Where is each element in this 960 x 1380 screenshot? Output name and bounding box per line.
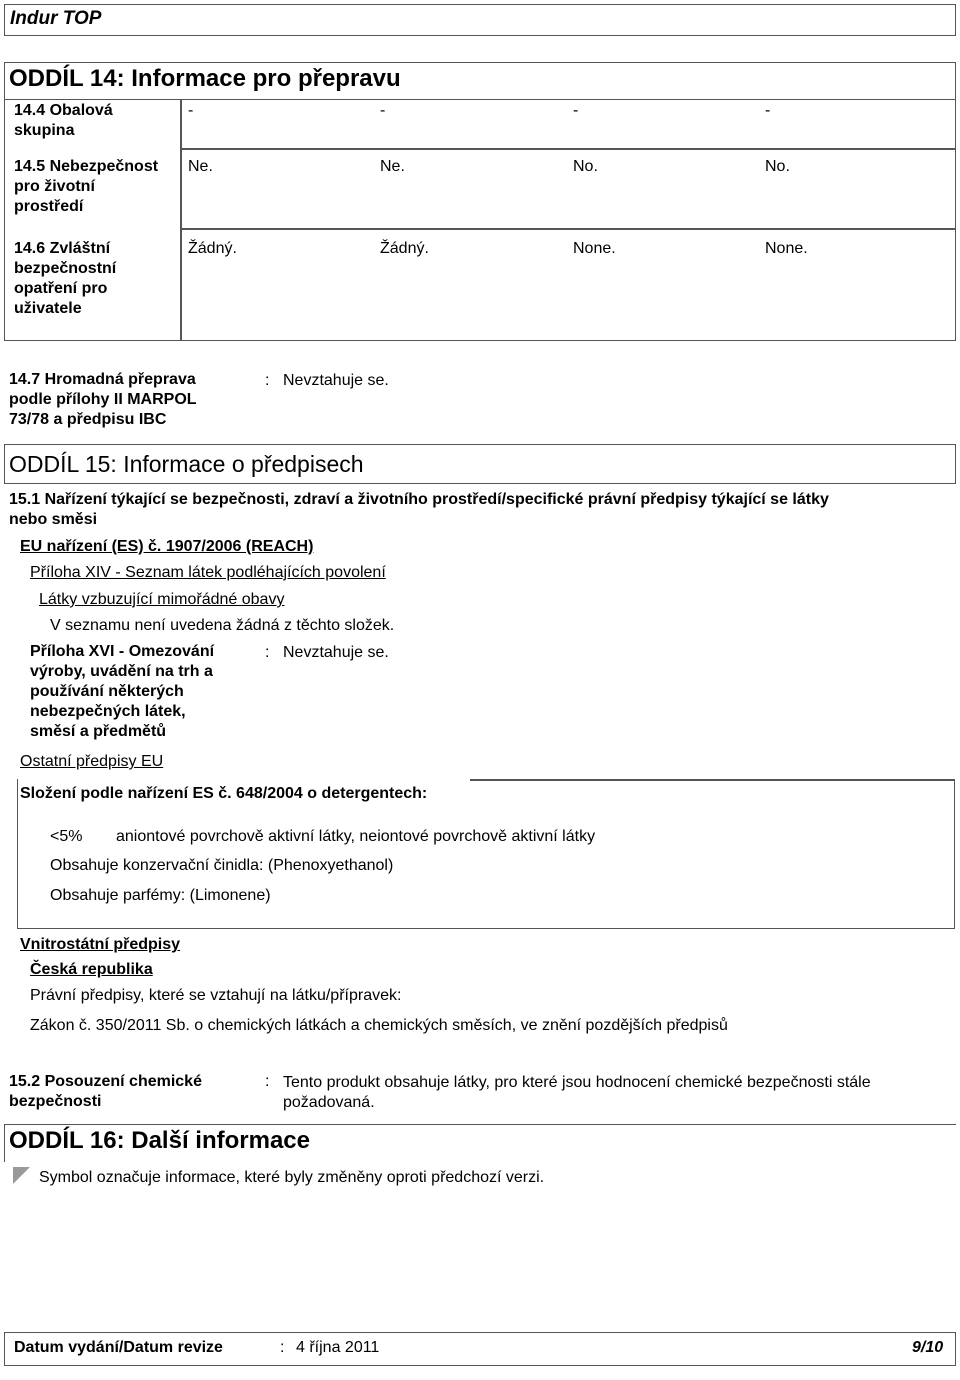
row-14-4-value: - — [765, 102, 771, 119]
detergent-preservatives: Obsahuje konzervační činidla: (Phenoxyethanol) — [50, 857, 394, 874]
table-row-divider — [180, 148, 956, 150]
annex-xiv-heading: Příloha XIV - Seznam látek podléhajících povolení — [30, 564, 386, 581]
section-16-title: ODDÍL 16: Další informace — [4, 1124, 956, 1162]
row-14-5-value: Ne. — [188, 158, 213, 175]
footer-date-value: 4 října 2011 — [296, 1339, 380, 1356]
change-marker-icon — [13, 1167, 30, 1184]
item-14-7-label: 14.7 Hromadná přeprava podle přílohy II MARPOL 73/78 a předpisu IBC — [9, 371, 197, 428]
footer-colon: : — [280, 1339, 285, 1356]
row-14-6-label: 14.6 Zvláštní bezpečnostní opatření pro uživatele — [14, 240, 117, 317]
legal-intro-text: Právní předpisy, které se vztahují na látku/přípravek: — [30, 987, 402, 1004]
section-15-title: ODDÍL 15: Informace o předpisech — [4, 444, 956, 484]
row-14-6-value: None. — [573, 240, 616, 257]
section-14-table — [4, 99, 956, 341]
brand-name: Indur TOP — [10, 8, 102, 29]
row-14-5-label: 14.5 Nebezpečnost pro životní prostředí — [14, 158, 159, 215]
annex-xvi-label: Příloha XVI - Omezování výroby, uvádění na trh a používání některých nebezpečných látek, směsí a předmětů — [30, 643, 215, 740]
row-14-4-label: 14.4 Obalová skupina — [14, 102, 113, 139]
symbol-note: Symbol označuje informace, které byly změněny oproti předchozí verzi. — [39, 1169, 545, 1186]
annex-xvi-value: Nevztahuje se. — [283, 644, 389, 661]
detergent-title: Složení podle nařízení ES č. 648/2004 o detergentech: — [20, 785, 428, 802]
item-14-7-value: Nevztahuje se. — [283, 372, 389, 389]
row-14-4-value: - — [188, 102, 194, 119]
row-14-5-value: No. — [765, 158, 790, 175]
item-14-7-colon: : — [265, 372, 270, 389]
row-14-6-value: Žádný. — [188, 240, 237, 257]
svhc-text: V seznamu není uvedena žádná z těchto složek. — [50, 617, 395, 634]
detergent-percentage: <5% — [50, 828, 83, 845]
subsection-15-1-heading: 15.1 Nařízení týkající se bezpečnosti, zdraví a životního prostředí/specifické právní předpisy týkající se látky nebo směsi — [9, 491, 829, 528]
svhc-heading: Látky vzbuzující mimořádné obavy — [39, 591, 285, 608]
table-row-divider — [180, 228, 956, 230]
annex-xvi-colon: : — [265, 644, 270, 661]
row-14-5-value: No. — [573, 158, 598, 175]
national-regulations-heading: Vnitrostátní předpisy — [20, 936, 181, 953]
header-bar — [4, 4, 956, 36]
detergent-box-top-border — [470, 779, 955, 781]
row-14-4-value: - — [573, 102, 579, 119]
subsection-15-2-label: 15.2 Posouzení chemické bezpečnosti — [9, 1073, 202, 1110]
detergent-surfactants: aniontové povrchově aktivní látky, neiontové povrchově aktivní látky — [116, 828, 596, 845]
row-14-6-value: None. — [765, 240, 808, 257]
subsection-15-2-value: Tento produkt obsahuje látky, pro které jsou hodnocení chemické bezpečnosti stále požadovaná. — [283, 1074, 871, 1111]
page-number: 9/10 — [912, 1339, 944, 1356]
table-column-divider — [180, 99, 182, 341]
czech-republic-heading: Česká republika — [30, 961, 153, 978]
section-14-title: ODDÍL 14: Informace pro přepravu — [4, 62, 956, 100]
row-14-6-value: Žádný. — [380, 240, 429, 257]
footer-date-label: Datum vydání/Datum revize — [14, 1339, 223, 1356]
eu-regulation-heading: EU nařízení (ES) č. 1907/2006 (REACH) — [20, 538, 314, 555]
law-text: Zákon č. 350/2011 Sb. o chemických látkách a chemických směsích, ve znění pozdějších předpisů — [30, 1017, 728, 1034]
other-eu-heading: Ostatní předpisy EU — [20, 753, 164, 770]
detergent-perfumes: Obsahuje parfémy: (Limonene) — [50, 887, 271, 904]
row-14-4-value: - — [380, 102, 386, 119]
detergent-box — [17, 779, 955, 929]
row-14-5-value: Ne. — [380, 158, 405, 175]
subsection-15-2-colon: : — [265, 1073, 270, 1090]
